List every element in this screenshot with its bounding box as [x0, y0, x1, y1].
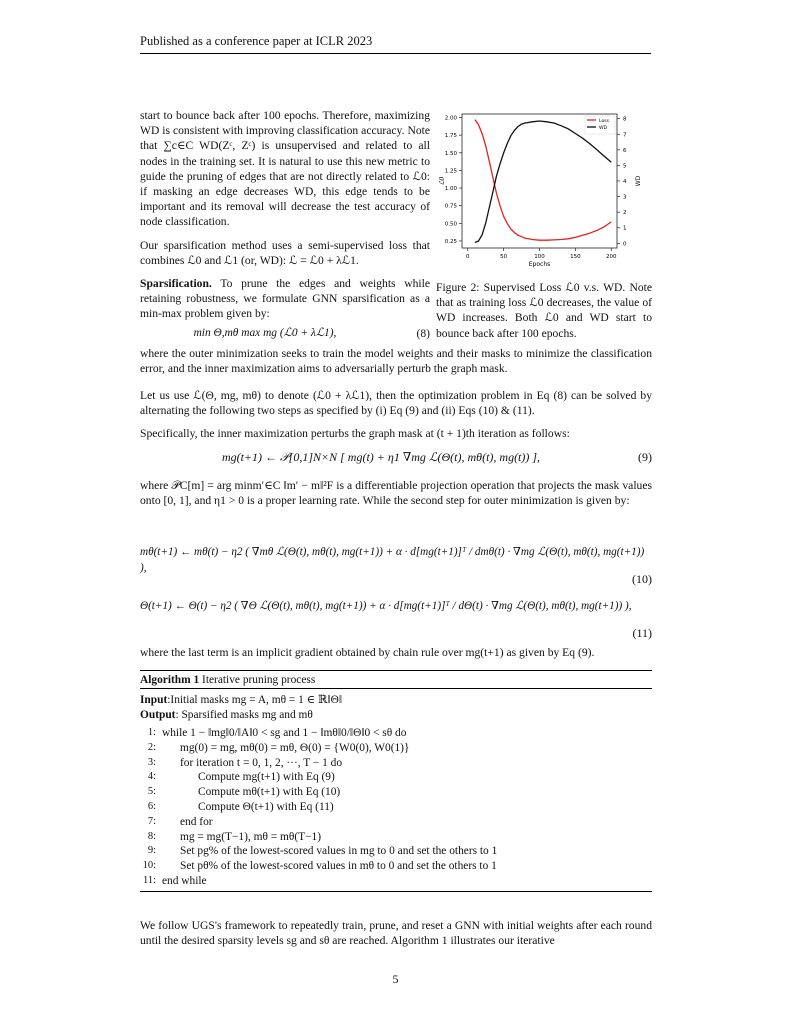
y-left-tick-label: 1.00: [444, 186, 457, 193]
equation-10-number: (10): [632, 572, 652, 586]
equation-8-number: (8): [416, 326, 430, 340]
x-tick-label: 50: [500, 254, 508, 260]
algorithm-line-text: Compute Θ(t+1) with Eq (11): [198, 800, 334, 813]
algorithm-line-number: 11:: [142, 874, 156, 886]
x-tick-label: 0: [465, 254, 470, 260]
y-right-axis-label: WD: [635, 175, 642, 187]
paragraph-wd-bounce: start to bounce back after 100 epochs. Therefore, maximizing WD is consistent with improving classification accuracy. Note that ∑c∈C WD(Zᶜ, Zᶜ) is unsupervised and related to all nodes in the training set. It is natural to use this new metric to guide the pruning of edges that are not directly related to ℒ0: if masking an edge decreases WD, this edge tends to be important and its removal will decrease the test accuracy of node classification.: [140, 109, 430, 229]
algorithm-line: [140, 770, 652, 785]
header-rule: [140, 53, 651, 54]
algorithm-line: [140, 800, 652, 815]
y-right-tick-label: 7: [623, 132, 627, 139]
algorithm-line: [140, 756, 652, 771]
output-label: Output: [140, 709, 176, 721]
paragraph-projection: where 𝒫C[m] = arg minm′∈C ‖m′ − m‖²F is a differentiable projection operation that projects the mask values onto [0, 1], and η1 > 0 is a proper learning rate. While the second step for outer minimization is given by:: [140, 479, 652, 508]
algorithm-line: [140, 726, 652, 741]
algorithm-line-number: 6:: [147, 800, 156, 812]
algorithm-line: [140, 859, 652, 874]
algorithm-line: [140, 815, 652, 830]
algorithm-name: Iterative pruning process: [202, 674, 316, 686]
algorithm-line-number: 5:: [147, 786, 156, 798]
equation-9-body: mg(t+1) ← 𝒫[0,1]N×N [ mg(t) + η1 ∇mg ℒ(Θ(t), mθ(t), mg(t)) ],: [221, 450, 541, 464]
x-tick-label: 100: [534, 254, 545, 260]
equation-10: [140, 540, 652, 584]
algorithm-line-text: mg = mg(T−1), mθ = mθ(T−1): [180, 830, 322, 843]
paragraph-ugs-framework: We follow UGS's framework to repeatedly train, prune, and reset a GNN with initial weights after each round until the desired sparsity levels sg and sθ are reached. Algorithm 1 illustrates our iterative: [140, 919, 652, 948]
y-left-tick-label: 0.25: [444, 238, 457, 245]
equation-8: [140, 326, 430, 346]
loss-vs-wd-chart: [432, 110, 654, 275]
algorithm-line-number: 8:: [147, 830, 156, 842]
algorithm-bottom-rule: [140, 891, 652, 892]
y-left-axis-label: ℒ0: [438, 176, 446, 186]
paragraph-semi-supervised: Our sparsification method uses a semi-supervised loss that combines ℒ0 and ℒ1 (or, WD): ℒ = ℒ0 + λℒ1.: [140, 238, 430, 267]
y-right-tick-label: 4: [623, 179, 627, 185]
paragraph-let-us: Let us use ℒ(Θ, mg, mθ) to denote (ℒ0 + λℒ1), then the optimization problem in Eq (8) can be solved by alternating the following two steps as specified by (i) Eq (9) and (ii) Eqs (10) & (11).: [140, 389, 652, 418]
algorithm-line-number: 3:: [147, 756, 156, 768]
equation-11-number: (11): [632, 626, 652, 640]
algorithm-title: [140, 671, 652, 689]
y-right-tick-label: 3: [623, 194, 627, 201]
x-axis-label: Epochs: [528, 261, 551, 268]
x-tick-label: 150: [570, 254, 581, 260]
algorithm-line-text: end while: [162, 874, 207, 887]
series-line-wd: [475, 121, 611, 243]
y-right-tick-label: 5: [623, 163, 627, 170]
algorithm-line: [140, 741, 652, 756]
algorithm-label: Algorithm 1: [140, 674, 200, 686]
algorithm-line-text: mg(0) = mg, mθ(0) = mθ, Θ(0) = {W0(0), W0(1)}: [180, 741, 410, 754]
running-header: Published as a conference paper at ICLR 2023: [140, 34, 373, 48]
left-column: [140, 108, 430, 346]
algorithm-line: [140, 874, 652, 889]
algorithm-line-number: 7:: [147, 815, 156, 827]
algorithm-line-text: for iteration t = 0, 1, 2, ···, T − 1 do: [180, 756, 343, 769]
paragraph-implicit-gradient: where the last term is an implicit gradient obtained by chain rule over mg(t+1) as given by Eq (9).: [140, 646, 595, 659]
y-right-tick-label: 2: [623, 210, 627, 217]
y-left-tick-label: 1.25: [444, 168, 457, 175]
algorithm-line-number: 1:: [147, 727, 156, 738]
y-left-tick-label: 1.75: [444, 133, 457, 140]
paragraph-inner-maximization: Specifically, the inner maximization perturbs the graph mask at (t + 1)th iteration as follows:: [140, 427, 570, 440]
algorithm-input: [140, 693, 652, 708]
algorithm-line-text: Set pθ% of the lowest-scored values in mθ to 0 and set the others to 1: [180, 860, 497, 873]
equation-11: [140, 592, 652, 640]
algorithm-lines: [140, 726, 652, 889]
chart-svg: [432, 110, 654, 275]
legend-entry: WD: [599, 125, 608, 131]
y-left-tick-label: 1.50: [444, 150, 457, 157]
figure-2-caption: Figure 2: Supervised Loss ℒ0 v.s. WD. Note that as training loss ℒ0 decreases, the value of WD increases. Both ℒ0 and WD start to bounce back after 100 epochs.: [436, 281, 652, 340]
y-right-tick-label: 1: [623, 225, 627, 232]
equation-9: [140, 450, 652, 472]
y-right-tick-label: 6: [623, 147, 627, 154]
algorithm-line-number: 10:: [142, 860, 156, 872]
y-left-tick-label: 0.50: [444, 221, 457, 228]
y-right-tick-label: 0: [623, 241, 627, 248]
algorithm-line-text: Set pg% of the lowest-scored values in mg to 0 and set the others to 1: [180, 845, 498, 858]
algorithm-line: [140, 830, 652, 845]
equation-10-body: mθ(t+1) ← mθ(t) − η2 ( ∇mθ ℒ(Θ(t), mθ(t), mg(t+1)) + α · d[mg(t+1)]ᵀ / dmθ(t) · ∇mg ℒ(Θ(t), mθ(t), mg(t+1)) ),: [140, 546, 645, 574]
input-text: :Initial masks mg = A, mθ = 1 ∈ ℝ‖Θ‖: [167, 694, 343, 706]
algorithm-line: [140, 785, 652, 800]
paragraph-outer-minimization: where the outer minimization seeks to train the model weights and their masks to minimize the classification error, and the inner maximization aims to adversarially perturb the graph mask.: [140, 347, 652, 376]
algorithm-line-number: 2:: [147, 741, 156, 753]
output-text: : Sparsified masks mg and mθ: [175, 709, 313, 721]
algorithm-line-text: Compute mθ(t+1) with Eq (10): [198, 786, 341, 799]
equation-11-body: Θ(t+1) ← Θ(t) − η2 ( ∇Θ ℒ(Θ(t), mθ(t), mg(t+1)) + α · d[mg(t+1)]ᵀ / dΘ(t) · ∇mg ℒ(Θ(t), mθ(t), mg(t+1)) ),: [140, 600, 632, 612]
algorithm-io: [140, 693, 652, 723]
y-right-tick-label: 8: [623, 116, 627, 123]
algorithm-1: [140, 670, 652, 892]
legend-entry: Loss: [599, 118, 610, 124]
algorithm-line-text: while 1 − ‖mg‖0/‖A‖0 < sg and 1 − ‖mθ‖0/‖Θ‖0 < sθ do: [162, 727, 407, 739]
algorithm-line-number: 4:: [147, 771, 156, 783]
algorithm-line-text: Compute mg(t+1) with Eq (9): [198, 771, 335, 784]
y-left-tick-label: 0.75: [444, 203, 457, 210]
sparsification-text: To prune the edges and weights while retaining robustness, we formulate GNN sparsification as a min-max problem given by:: [140, 277, 430, 321]
input-label: Input: [140, 694, 168, 706]
algorithm-line: [140, 844, 652, 859]
page-number: 5: [392, 972, 399, 986]
paragraph-sparsification: [140, 276, 430, 322]
algorithm-line-text: end for: [180, 815, 213, 828]
x-tick-label: 200: [606, 254, 617, 260]
algorithm-output: [140, 708, 652, 723]
sparsification-heading: Sparsification.: [140, 277, 212, 291]
y-left-tick-label: 2.00: [444, 115, 457, 122]
equation-8-body: min Θ,mθ max mg (ℒ0 + λℒ1),: [193, 326, 337, 339]
equation-9-number: (9): [638, 450, 652, 464]
algorithm-line-number: 9:: [147, 845, 156, 857]
